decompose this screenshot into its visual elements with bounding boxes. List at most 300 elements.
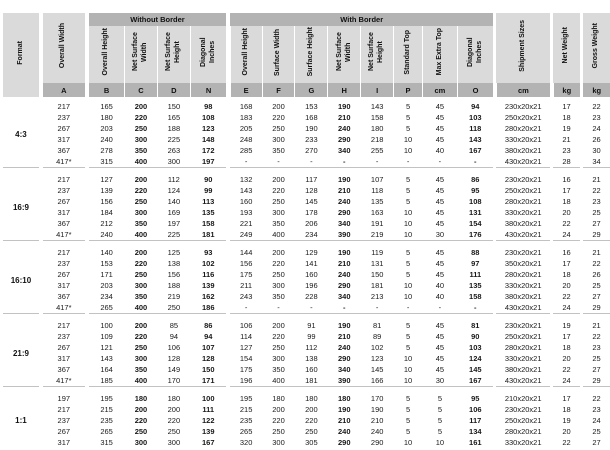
value-cell: 5	[405, 416, 411, 425]
value-cell: 25	[592, 208, 601, 217]
value-cell: 235	[239, 416, 253, 425]
value-cell: 212	[100, 219, 113, 228]
value-cell: 250	[272, 343, 285, 352]
value-cell: 121	[100, 343, 113, 352]
value-cell: 250	[272, 270, 285, 279]
overall-width-header: Overall Width	[43, 13, 85, 83]
value-cell: 21	[592, 175, 601, 184]
value-cell: 243	[239, 292, 253, 301]
value-cell: 163	[370, 208, 384, 217]
value-cell: 153	[305, 102, 318, 111]
letter-a: A	[43, 83, 85, 97]
value-cell: 18	[562, 113, 571, 122]
value-cell: 154	[239, 354, 253, 363]
value-cell: 117	[305, 175, 318, 184]
value-cell: 27	[592, 438, 601, 447]
value-cell: 100	[100, 321, 113, 330]
value-cell: 228	[305, 292, 318, 301]
value-cell: 250	[134, 270, 148, 279]
value-cell: 25	[592, 281, 601, 290]
value-cell: 24	[562, 376, 571, 385]
value-cell: 197	[202, 157, 215, 166]
value-cell: 200	[134, 248, 148, 257]
value-cell: 175	[239, 270, 253, 279]
value-cell: 45	[435, 321, 445, 330]
value-cell: 250	[167, 427, 181, 436]
value-cell: 25	[592, 427, 601, 436]
value-cell: 108	[469, 197, 482, 206]
value-cell: -	[406, 157, 410, 166]
value-cell: 91	[307, 321, 316, 330]
value-cell: 138	[305, 354, 318, 363]
value-cell: 250x20x21	[504, 416, 542, 425]
value-cell: 24	[562, 303, 571, 312]
value-cell: 135	[370, 197, 384, 206]
value-cell: 19	[562, 416, 571, 425]
value-cell: 45	[435, 270, 445, 279]
value-cell: 240	[370, 427, 384, 436]
value-cell: 45	[435, 197, 445, 206]
value-cell: 300	[167, 438, 181, 447]
value-cell: 20	[562, 354, 571, 363]
table-row	[3, 156, 610, 168]
value-cell: 150	[202, 365, 215, 374]
value-cell: 160	[305, 270, 318, 279]
value-cell: 250	[272, 197, 285, 206]
value-cell: 181	[202, 230, 215, 239]
value-cell: 176	[469, 230, 482, 239]
value-cell: 45	[435, 208, 445, 217]
value-cell: 5	[405, 248, 411, 257]
value-cell: 280x20x21	[504, 124, 542, 133]
value-cell: 21	[562, 135, 571, 144]
value-cell: 180	[338, 394, 351, 403]
value-cell: 240	[100, 135, 113, 144]
value-cell: 390	[338, 376, 351, 385]
value-cell: 233	[305, 135, 318, 144]
value-cell: 196	[305, 281, 318, 290]
value-cell: 168	[305, 113, 318, 122]
table-row	[3, 174, 610, 185]
value-cell: 141	[305, 259, 318, 268]
value-cell: 217	[57, 175, 71, 184]
value-cell: 123	[370, 354, 384, 363]
value-cell: 317	[57, 208, 71, 217]
value-cell: 20	[562, 208, 571, 217]
value-cell: 112	[305, 343, 318, 352]
table-row	[3, 258, 610, 269]
value-cell: 188	[167, 124, 181, 133]
value-cell: 400	[134, 230, 148, 239]
value-cell: 250	[134, 427, 148, 436]
table-row	[3, 101, 610, 112]
value-cell: 350	[134, 219, 148, 228]
value-cell: 300	[134, 208, 148, 217]
value-cell: 45	[435, 219, 445, 228]
value-cell: 98	[204, 102, 213, 111]
table-row	[3, 404, 610, 415]
value-cell: 26	[592, 270, 601, 279]
value-cell: 340	[338, 292, 351, 301]
value-cell: -	[474, 157, 477, 166]
value-cell: 19	[562, 124, 571, 133]
value-cell: 250	[272, 427, 285, 436]
value-cell: 81	[471, 321, 480, 330]
value-cell: 380x20x21	[504, 219, 542, 228]
value-cell: 184	[100, 208, 113, 217]
value-cell: 195	[239, 394, 253, 403]
value-cell: 210	[338, 113, 351, 122]
value-cell: 5	[405, 343, 411, 352]
value-cell: 263	[167, 146, 181, 155]
with-border-group-title: With Border	[230, 13, 493, 26]
value-cell: -	[438, 157, 442, 166]
value-cell: 225	[167, 230, 181, 239]
value-cell: 290	[338, 438, 351, 447]
value-cell: 144	[239, 248, 253, 257]
value-cell: 22	[562, 438, 571, 447]
value-cell: 350	[272, 146, 285, 155]
value-cell: 330x20x21	[504, 281, 542, 290]
value-cell: 124	[469, 354, 482, 363]
format-cell: 1:1	[15, 416, 27, 425]
value-cell: 300	[272, 438, 285, 447]
value-cell: 248	[239, 135, 253, 144]
col-net-surface-height-wb: Net Surface Height	[361, 26, 394, 83]
value-cell: 196	[239, 376, 253, 385]
value-cell: 127	[239, 343, 253, 352]
value-cell: 166	[370, 376, 384, 385]
value-cell: 350	[134, 292, 148, 301]
value-cell: 29	[592, 376, 601, 385]
shipment-sizes-header: Shipment Sizes	[496, 13, 550, 83]
value-cell: 181	[370, 281, 384, 290]
value-cell: 17	[562, 332, 571, 341]
value-cell: 10	[403, 219, 413, 228]
value-cell: 237	[57, 186, 71, 195]
table-row	[3, 112, 610, 123]
value-cell: 5	[405, 197, 411, 206]
table-row	[3, 229, 610, 241]
value-cell: 200	[134, 405, 148, 414]
value-cell: 219	[370, 230, 384, 239]
value-cell: 350	[272, 292, 285, 301]
value-cell: 135	[469, 281, 482, 290]
value-cell: 45	[435, 343, 445, 352]
letter-n: N	[190, 83, 226, 97]
value-cell: 131	[469, 208, 482, 217]
format-column-header	[3, 13, 39, 97]
value-cell: 108	[202, 113, 215, 122]
value-cell: 45	[435, 259, 445, 268]
value-cell: 380x20x21	[504, 292, 542, 301]
value-cell: 5	[437, 416, 443, 425]
value-cell: 250	[167, 303, 181, 312]
value-cell: 220	[134, 332, 148, 341]
value-cell: 250x20x21	[504, 186, 542, 195]
value-cell: 234	[100, 292, 113, 301]
value-cell: 290	[338, 208, 351, 217]
value-cell: 21	[592, 248, 601, 257]
value-cell: 23	[592, 405, 601, 414]
value-cell: 300	[167, 157, 181, 166]
value-cell: 164	[100, 365, 113, 374]
value-cell: 172	[202, 146, 215, 155]
value-cell: 5	[405, 175, 411, 184]
value-cell: 220	[272, 186, 285, 195]
value-cell: 320	[239, 438, 253, 447]
value-cell: 45	[435, 248, 445, 257]
value-cell: 250	[134, 343, 148, 352]
value-cell: 330x20x21	[504, 208, 542, 217]
value-cell: 27	[592, 219, 601, 228]
value-cell: 102	[202, 259, 215, 268]
value-cell: 107	[370, 175, 384, 184]
value-cell: 330x20x21	[504, 438, 542, 447]
value-cell: 180	[305, 394, 318, 403]
value-cell: 350x20x21	[504, 259, 542, 268]
value-cell: 340	[338, 146, 351, 155]
value-cell: 5	[405, 186, 411, 195]
value-cell: 5	[405, 427, 411, 436]
col-surface-width-wb: Surface Width	[262, 26, 295, 83]
value-cell: 148	[202, 135, 215, 144]
value-cell: 220	[272, 259, 285, 268]
value-cell: 220	[134, 416, 148, 425]
value-cell: 143	[370, 102, 384, 111]
value-cell: 90	[471, 332, 480, 341]
value-cell: 200	[167, 405, 181, 414]
value-cell: -	[343, 157, 346, 166]
value-cell: 168	[239, 102, 253, 111]
value-cell: 156	[239, 259, 253, 268]
value-cell: 140	[167, 197, 181, 206]
value-cell: 27	[592, 292, 601, 301]
value-cell: 250	[272, 124, 285, 133]
value-cell: 45	[435, 354, 445, 363]
table-row	[3, 415, 610, 426]
value-cell: 18	[562, 197, 571, 206]
value-cell: 217	[57, 321, 71, 330]
value-cell: 280x20x21	[504, 270, 542, 279]
value-cell: 278	[100, 146, 113, 155]
value-cell: 267	[57, 343, 71, 352]
value-cell: -	[375, 157, 379, 166]
value-cell: 367	[57, 146, 71, 155]
table-row	[3, 364, 610, 375]
value-cell: 230x20x21	[504, 102, 542, 111]
value-cell: 118	[469, 124, 482, 133]
value-cell: 90	[204, 175, 213, 184]
table-row	[3, 331, 610, 342]
value-cell: 88	[471, 248, 480, 257]
value-cell: 430x20x21	[504, 157, 542, 166]
value-cell: 17	[562, 102, 571, 111]
table-body	[3, 97, 610, 448]
value-cell: 230x20x21	[504, 175, 542, 184]
col-diagonal-inches-wo: Diagonal Inches	[190, 26, 226, 83]
value-cell: 430x20x21	[504, 303, 542, 312]
value-cell: -	[406, 303, 410, 312]
letter-f: F	[262, 83, 295, 97]
value-cell: 200	[272, 248, 285, 257]
value-cell: 240	[100, 230, 113, 239]
value-cell: 215	[100, 405, 113, 414]
value-cell: 128	[305, 186, 318, 195]
value-cell: 280x20x21	[504, 343, 542, 352]
col-net-surface-height-wo: Net Surface Height	[157, 26, 190, 83]
value-cell: 235	[100, 416, 113, 425]
value-cell: 5	[405, 332, 411, 341]
value-cell: 210	[338, 416, 351, 425]
value-cell: 16	[562, 175, 571, 184]
value-cell: -	[244, 303, 248, 312]
format-label: Format	[16, 40, 24, 65]
value-cell: 22	[562, 292, 571, 301]
value-cell: 10	[403, 376, 413, 385]
value-cell: 40	[435, 146, 445, 155]
value-cell: 45	[435, 365, 445, 374]
value-cell: 40	[435, 292, 445, 301]
value-cell: 330x20x21	[504, 354, 542, 363]
value-cell: 25	[592, 354, 601, 363]
value-cell: 220	[134, 186, 148, 195]
value-cell: 106	[469, 405, 482, 414]
value-cell: 171	[202, 376, 215, 385]
value-cell: 5	[437, 405, 443, 414]
table-row	[3, 269, 610, 280]
format-cell: 16:9	[12, 202, 29, 212]
table-row	[3, 302, 610, 314]
value-cell: 220	[305, 416, 318, 425]
value-cell: 30	[435, 376, 445, 385]
value-cell: 317	[57, 281, 71, 290]
value-cell: 390	[338, 230, 351, 239]
value-cell: 237	[57, 332, 71, 341]
value-cell: -	[474, 303, 477, 312]
value-cell: 255	[370, 146, 384, 155]
value-cell: 18	[562, 270, 571, 279]
value-cell: -	[375, 303, 379, 312]
value-cell: 210x20x21	[504, 394, 542, 403]
value-cell: 149	[167, 365, 181, 374]
value-cell: 18	[562, 405, 571, 414]
value-cell: 18	[562, 343, 571, 352]
value-cell: 217	[57, 102, 71, 111]
value-cell: 30	[435, 230, 445, 239]
value-cell: 240	[338, 270, 351, 279]
value-cell: 430x20x21	[504, 230, 542, 239]
value-cell: 40	[435, 281, 445, 290]
table-row	[3, 426, 610, 437]
value-cell: 22	[592, 394, 601, 403]
value-cell: 265	[100, 303, 113, 312]
value-cell: 106	[239, 321, 253, 330]
value-cell: 128	[202, 354, 215, 363]
value-cell: 237	[57, 259, 71, 268]
value-cell: 200	[134, 321, 148, 330]
value-cell: 300	[134, 354, 148, 363]
value-cell: 200	[272, 175, 285, 184]
table-row	[3, 393, 610, 404]
value-cell: 10	[403, 135, 413, 144]
value-cell: 186	[202, 303, 215, 312]
value-cell: 175	[239, 365, 253, 374]
value-cell: 249	[239, 230, 253, 239]
value-cell: 10	[403, 230, 413, 239]
col-overall-height-wb: Overall Height	[230, 26, 262, 83]
value-cell: 315	[100, 157, 113, 166]
value-cell: 317	[57, 438, 71, 447]
col-standard-top-wb: Standard Top	[394, 26, 423, 83]
value-cell: 143	[100, 354, 113, 363]
value-cell: 114	[240, 332, 253, 341]
value-cell: 290	[338, 354, 351, 363]
value-cell: -	[277, 157, 280, 166]
value-cell: 150	[167, 102, 181, 111]
value-cell: 220	[272, 113, 285, 122]
value-cell: 218	[370, 135, 384, 144]
value-cell: 171	[100, 270, 113, 279]
value-cell: 180	[134, 394, 148, 403]
value-cell: 24	[562, 230, 571, 239]
table-row	[3, 218, 610, 229]
value-cell: 135	[202, 208, 215, 217]
value-cell: 220	[134, 113, 148, 122]
value-cell: 280x20x21	[504, 197, 542, 206]
table-row	[3, 207, 610, 218]
value-cell: 317	[57, 135, 71, 144]
value-cell: 145	[370, 365, 384, 374]
value-cell: 94	[204, 332, 213, 341]
value-cell: 217	[57, 248, 71, 257]
value-cell: 10	[403, 281, 413, 290]
value-cell: 107	[202, 343, 215, 352]
value-cell: 300	[134, 438, 148, 447]
value-cell: 250x20x21	[504, 113, 542, 122]
format-cell: 21:9	[12, 348, 29, 358]
value-cell: -	[343, 303, 346, 312]
value-cell: 219	[167, 292, 181, 301]
value-cell: 167	[202, 438, 215, 447]
value-cell: 158	[202, 219, 215, 228]
value-cell: 367	[57, 365, 71, 374]
value-cell: 400	[134, 303, 148, 312]
value-cell: 197	[57, 394, 71, 403]
value-cell: 210	[338, 332, 351, 341]
value-cell: 156	[100, 197, 113, 206]
value-cell: 210	[338, 186, 351, 195]
value-cell: 190	[338, 405, 351, 414]
value-cell: 183	[239, 113, 253, 122]
value-cell: 180	[100, 113, 113, 122]
value-cell: 162	[202, 292, 215, 301]
value-cell: 99	[307, 332, 316, 341]
value-cell: 265	[239, 427, 253, 436]
value-cell: 267	[57, 197, 71, 206]
value-cell: 158	[469, 292, 482, 301]
value-cell: 95	[471, 394, 480, 403]
table-row	[3, 134, 610, 145]
value-cell: 103	[469, 343, 482, 352]
value-cell: -	[310, 157, 313, 166]
value-cell: 417*	[56, 303, 72, 312]
value-cell: 220	[134, 259, 148, 268]
value-cell: 22	[592, 102, 601, 111]
value-cell: 29	[592, 303, 601, 312]
group-title-row	[3, 13, 610, 26]
value-cell: 5	[405, 405, 411, 414]
